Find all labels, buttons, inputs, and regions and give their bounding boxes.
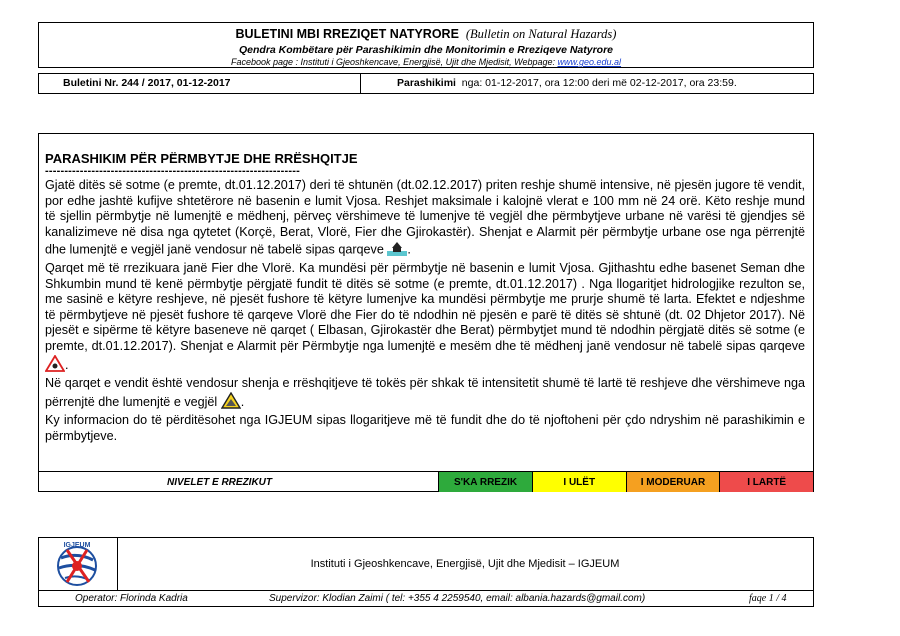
- globe-logo-icon: [39, 538, 117, 590]
- igjeum-logo: [39, 538, 118, 590]
- risk-levels-label: NIVELET E RREZIKUT: [167, 476, 273, 488]
- forecast-section: [38, 133, 814, 492]
- risk-level-low: I ULËT: [532, 472, 626, 492]
- page-number: faqe 1 / 4: [749, 593, 787, 604]
- landslide-warning-icon: [221, 392, 241, 414]
- house-flood-icon: [387, 240, 407, 261]
- flood-warning-icon: [45, 355, 65, 377]
- paragraph-2-text: Qarqet më të rrezikuara janë Fier dhe Vlorë. Ka mundësi për përmbytje në basenin e lumit Vjosa. Gjithashtu edhe basenet Seman dhe Shkumbin mund të kenë përmbytje përgjatë fundit të ditës së sotme (e premte, dt.01.12.2017) . Nga llogaritjet hidrologjike rezulton se, me sasinë e këtyre reshjeve, në pjesët fushore të këtyre lumenjve ka mundësi përmbytje me prurje shumë të larta. Efektet e ndjeshme të përmbytjeve në pjesët fushore të qarqeve Vlorë dhe Fier do të ndodhin në pjesën e parë të ditës së shtunë (dt. 02 Dhjetor 2017). Në pjesët e sipërme të këtyre baseneve në qarqet ( Elbasan, Gjirokastër dhe Berat) përmbytjet mund të ndodhin përgjatë ditës së sotme (e premte, dt.01.12.2017). Shenjat e Alarmit për Përmbytje nga lumenjtë e mesëm dhe të mëdhenj janë vendosur në tabelë sipas qarqeve: [45, 260, 805, 353]
- forecast-text: [45, 178, 805, 445]
- risk-level-none: S'KA RREZIK: [438, 472, 532, 492]
- risk-levels-legend: [39, 471, 813, 492]
- heading-underline: ------------------------------------------------------------------: [45, 165, 300, 177]
- bulletin-header: [38, 22, 814, 68]
- risk-level-high: I LARTË: [719, 472, 813, 492]
- center-name: Qendra Kombëtare për Parashikimin dhe Monitorimin e Rreziqeve Natyrore: [238, 44, 614, 56]
- bulletin-title-en: (Bulletin on Natural Hazards): [465, 27, 617, 41]
- paragraph-3: Në qarqet e vendit është vendosur shenja e rrëshqitjeve të tokës për shkak të intensitetit shumë të lartë të reshjeve dhe vërshimeve nga përrenjtë dhe lumenjtë e vegjël .: [45, 376, 805, 413]
- bulletin-info-row: [38, 73, 814, 94]
- section-heading: PARASHIKIM PËR PËRMBYTJE DHE RRËSHQITJE: [45, 151, 358, 166]
- paragraph-3-text: Në qarqet e vendit është vendosur shenja e rrëshqitjeve të tokës për shkak të intensitetit shumë të lartë të reshjeve dhe vërshimeve nga përrenjtë dhe lumenjtë e vegjël: [45, 376, 805, 409]
- risk-level-moderate: I MODERUAR: [626, 472, 720, 492]
- institute-name: Instituti i Gjeoshkencave, Energjisë, Ujit dhe Mjedisit – IGJEUM: [310, 558, 620, 570]
- forecast-label: Parashikimi: [397, 77, 456, 89]
- operator-name: Operator: Florinda Kadria: [75, 593, 188, 604]
- bulletin-title: BULETINI MBI RREZIQET NATYRORE: [235, 27, 459, 41]
- paragraph-2: Qarqet më të rrezikuara janë Fier dhe Vlorë. Ka mundësi për përmbytje në basenin e lumit Vjosa. Gjithashtu edhe basenet Seman dhe Shkumbin mund të kenë përmbytje përgjatë fundit të ditës së sotme (e premte, dt.01.12.2017) . Nga llogaritjet hidrologjike rezulton se, me sasinë e këtyre reshjeve, në pjesët fushore të këtyre lumenjve ka mundësi përmbytje me prurje shumë të larta. Efektet e ndjeshme të përmbytjeve në pjesët fushore të qarqeve Vlorë dhe Fier do të ndodhin në pjesën e parë të ditës së shtunë (dt. 02 Dhjetor 2017). Në pjesët e sipërme të këtyre baseneve në qarqet ( Elbasan, Gjirokastër dhe Berat) përmbytjet mund të ndodhin përgjatë ditës së sotme (e premte, dt.01.12.2017). Shenjat e Alarmit për Përmbytje nga lumenjtë e mesëm dhe të mëdhenj janë vendosur në tabelë sipas qarqeve .: [45, 261, 805, 376]
- social-line: [39, 57, 813, 67]
- header-title-line: [39, 27, 813, 42]
- social-prefix: Facebook page : Instituti i Gjeoshkencave, Energjisë, Ujit dhe Mjedisit, Webpage:: [230, 57, 558, 67]
- footer: [38, 537, 814, 607]
- paragraph-4: Ky informacion do të përditësohet nga IGJEUM sipas llogaritjeve më të fundit dhe do të njoftoheni për çdo ndryshim në parashikimin e përmbytjeve.: [45, 413, 805, 443]
- forecast-period: nga: 01-12-2017, ora 12:00 deri më 02-12-2017, ora 23:59.: [461, 77, 737, 89]
- forecast-period-cell: [361, 74, 737, 93]
- paragraph-1-text: Gjatë ditës së sotme (e premte, dt.01.12.2017) deri të shtunën (dt.02.12.2017) priten reshje shumë intensive, në pjesën jugore të vendit, por edhe jashtë kufijve shtetërore në basenin e lumit Vjosa. Reshjet maksimale i kalojnë vlerat e 100 mm në 24 orë. Këto reshje mund të sjellin përmbytje në lumenjtë e mëdhenj, përveç vërshimeve të lumenjve të vegjël dhe përmbytjeve urbane në varësi të gjendjes së kanalizimeve në disa nga qytetet (Korçë, Berat, Vlorë, Fier dhe Gjirokastër). Shenjat e Alarmit për përmbytje urbane ose nga përrenjtë dhe lumenjtë e vegjël janë vendosur në tabelë sipas qarqeve: [45, 178, 805, 257]
- svg-text:IGJEUM: IGJEUM: [63, 542, 91, 549]
- webpage-link[interactable]: www.geo.edu.al: [557, 57, 622, 67]
- bulletin-number: Buletini Nr. 244 / 2017, 01-12-2017: [39, 74, 361, 93]
- supervisor-contact: Supervizor: Klodian Zaimi ( tel: +355 4 2259540, email: albania.hazards@gmail.com): [269, 593, 646, 604]
- footer-contacts: [39, 590, 813, 608]
- paragraph-1: Gjatë ditës së sotme (e premte, dt.01.12.2017) deri të shtunën (dt.02.12.2017) priten reshje shumë intensive, në pjesën jugore të vendit, por edhe jashtë kufijve shtetërore në basenin e lumit Vjosa. Reshjet maksimale i kalojnë vlerat e 100 mm në 24 orë. Këto reshje mund të sjellin përmbytje në lumenjtë e mëdhenj, përveç vërshimeve të lumenjve të vegjël dhe përmbytjeve urbane në varësi të gjendjes së kanalizimeve në disa nga qytetet (Korçë, Berat, Vlorë, Fier dhe Gjirokastër). Shenjat e Alarmit për përmbytje urbane ose nga përrenjtë dhe lumenjtë e vegjël janë vendosur në tabelë sipas qarqeve .: [45, 178, 805, 261]
